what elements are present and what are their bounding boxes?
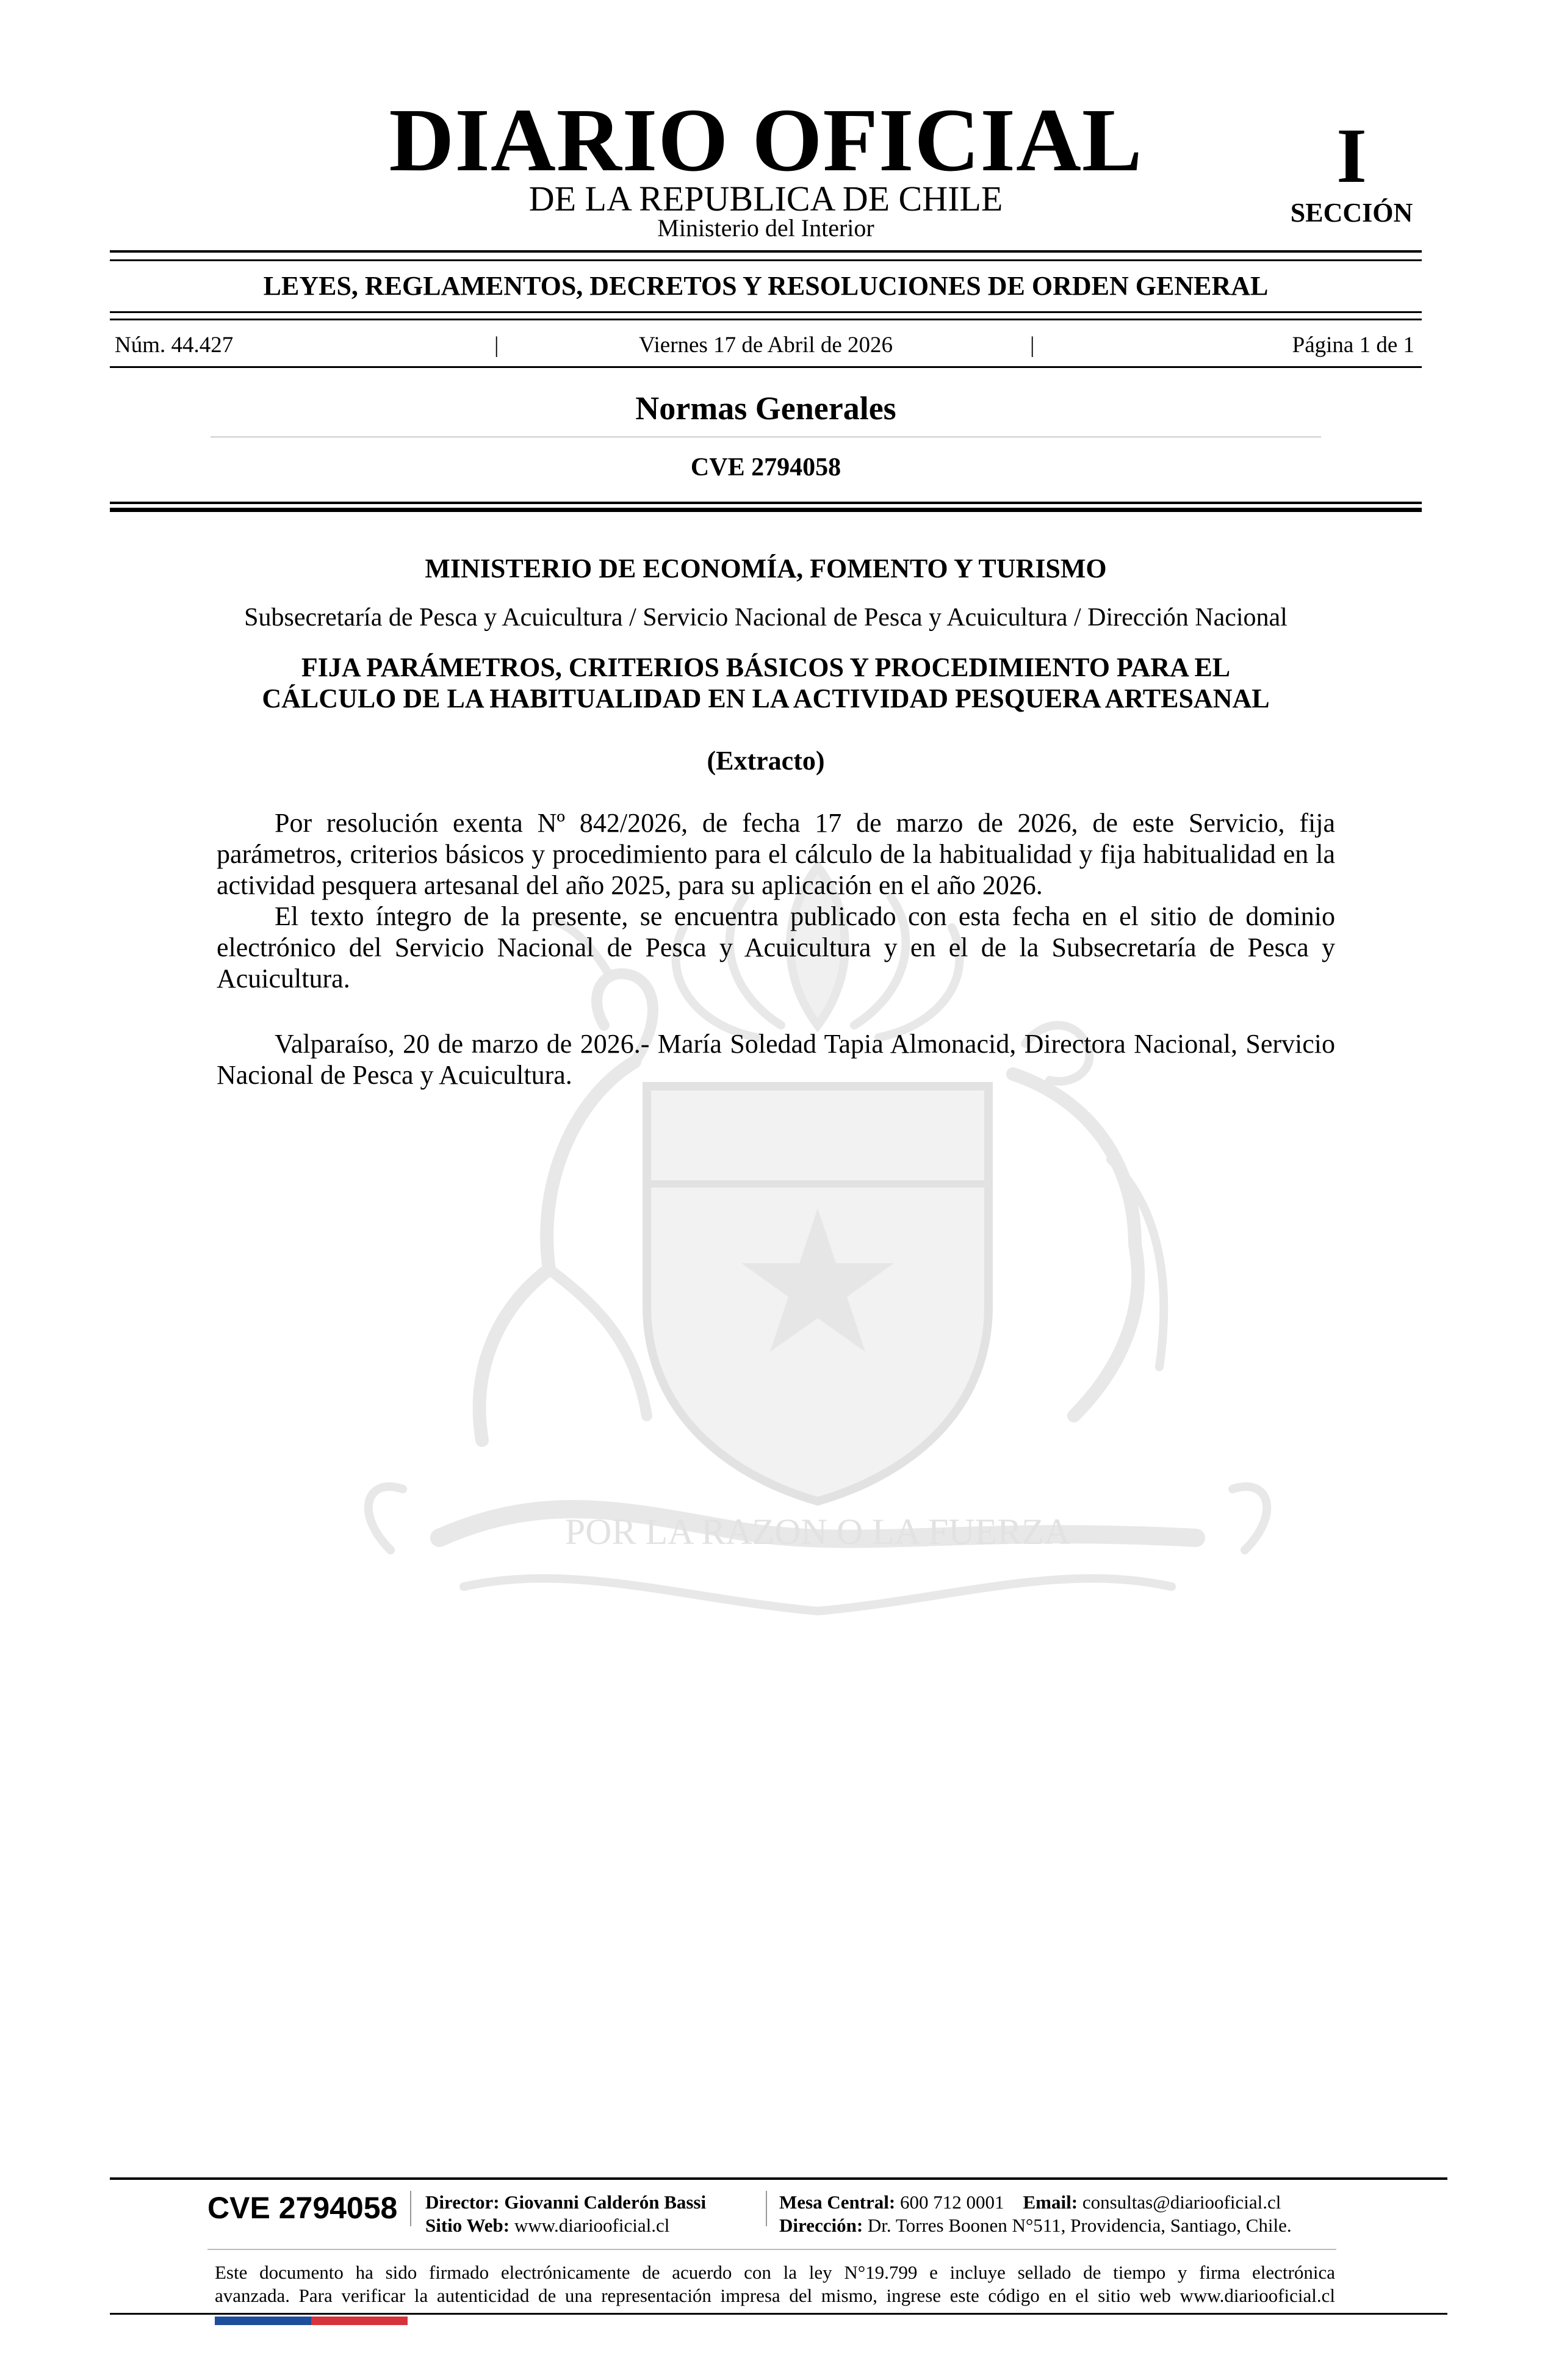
signature-block [217,1028,1335,1091]
section-heading: Normas Generales [635,390,896,427]
director-label: Director: [425,2191,500,2213]
footer-hairline [207,2249,1336,2250]
info-separator: | [1030,333,1035,358]
masthead-ministry: Ministerio del Interior [657,214,874,242]
header-rule [110,250,1422,253]
heavy-rule [110,502,1422,504]
resolution-title [110,652,1422,714]
desk-phone: 600 712 0001 [900,2191,1004,2213]
desk-label: Mesa Central: [779,2191,896,2213]
email-label: Email: [1023,2191,1078,2213]
header-rule [110,319,1422,320]
signature-text: Valparaíso, 20 de marzo de 2026.- María Soledad Tapia Almonacid, Directora Nacional, Servicio Nacional de Pesca y Acuicultura. [217,1029,1335,1090]
address-text: Dr. Torres Boonen N°511, Providencia, Santiago, Chile. [867,2215,1292,2236]
section-label: SECCIÓN [1290,198,1413,228]
cve-code: CVE 2794058 [690,453,841,481]
hairline-rule [211,436,1321,438]
issue-number: Núm. 44.427 [115,333,234,358]
website-link[interactable]: www.diariooficial.cl [514,2215,670,2236]
extract-label: (Extracto) [707,746,825,776]
section-number: I [1336,112,1367,199]
issue-date: Viernes 17 de Abril de 2026 [639,333,893,358]
footer-rule [110,2313,1447,2315]
footer-contact-block [779,2191,1292,2237]
footer-divider [410,2191,411,2226]
masthead-subtitle: DE LA REPUBLICA DE CHILE [528,179,1003,218]
header-rule [110,366,1422,368]
motto-text: POR LA RAZON O LA FUERZA [564,1512,1071,1552]
flag-stripe-red [311,2317,408,2325]
resolution-title-line: FIJA PARÁMETROS, CRITERIOS BÁSICOS Y PROCEDIMIENTO PARA EL [301,652,1231,682]
resolution-title-line: CÁLCULO DE LA HABITUALIDAD EN LA ACTIVIDAD PESQUERA ARTESANAL [262,683,1270,713]
legal-line: avanzada. Para verificar la autenticidad de una representación impresa del mismo, ingrese este código en el sitio web www.diariooficial.cl [215,2285,1335,2306]
category-heading: LEYES, REGLAMENTOS, DECRETOS Y RESOLUCIONES DE ORDEN GENERAL [263,271,1269,301]
footer-divider [766,2191,767,2226]
header-rule [110,311,1422,313]
info-separator: | [494,333,499,358]
heavy-rule [110,508,1422,512]
issuing-ministry: MINISTERIO DE ECONOMÍA, FOMENTO Y TURISMO [425,554,1107,583]
footer-cve: CVE 2794058 [207,2191,398,2225]
page-number: Página 1 de 1 [1292,333,1414,358]
footer-rule [110,2177,1447,2180]
website-label: Sitio Web: [425,2215,510,2236]
issuing-agencies: Subsecretaría de Pesca y Acuicultura / Servicio Nacional de Pesca y Acuicultura / Dirección Nacional [244,604,1288,632]
body-text [217,807,1335,994]
body-paragraph: Por resolución exenta Nº 842/2026, de fecha 17 de marzo de 2026, de este Servicio, fija parámetros, criterios básicos y procedimiento para el cálculo de la habitualidad y fija habitualidad en la actividad pesquera artesanal del año 2025, para su aplicación en el año 2026. [217,808,1335,900]
address-label: Dirección: [779,2215,863,2236]
email-link[interactable]: consultas@diariooficial.cl [1082,2191,1281,2213]
body-paragraph: El texto íntegro de la presente, se encuentra publicado con esta fecha en el sitio de dominio electrónico del Servicio Nacional de Pesca y Acuicultura y en el de la Subsecretaría de Pesca y Acuicultura. [217,901,1335,993]
flag-stripe-blue [215,2317,311,2325]
masthead-title: DIARIO OFICIAL [389,90,1143,190]
header-rule [110,259,1422,261]
director-name: Giovanni Calderón Bassi [504,2191,707,2213]
legal-notice [215,2261,1335,2307]
legal-line: Este documento ha sido firmado electrónicamente de acuerdo con la ley N°19.799 e incluye sellado de tiempo y firma electrónica [215,2262,1335,2283]
footer-director-block [425,2191,706,2237]
